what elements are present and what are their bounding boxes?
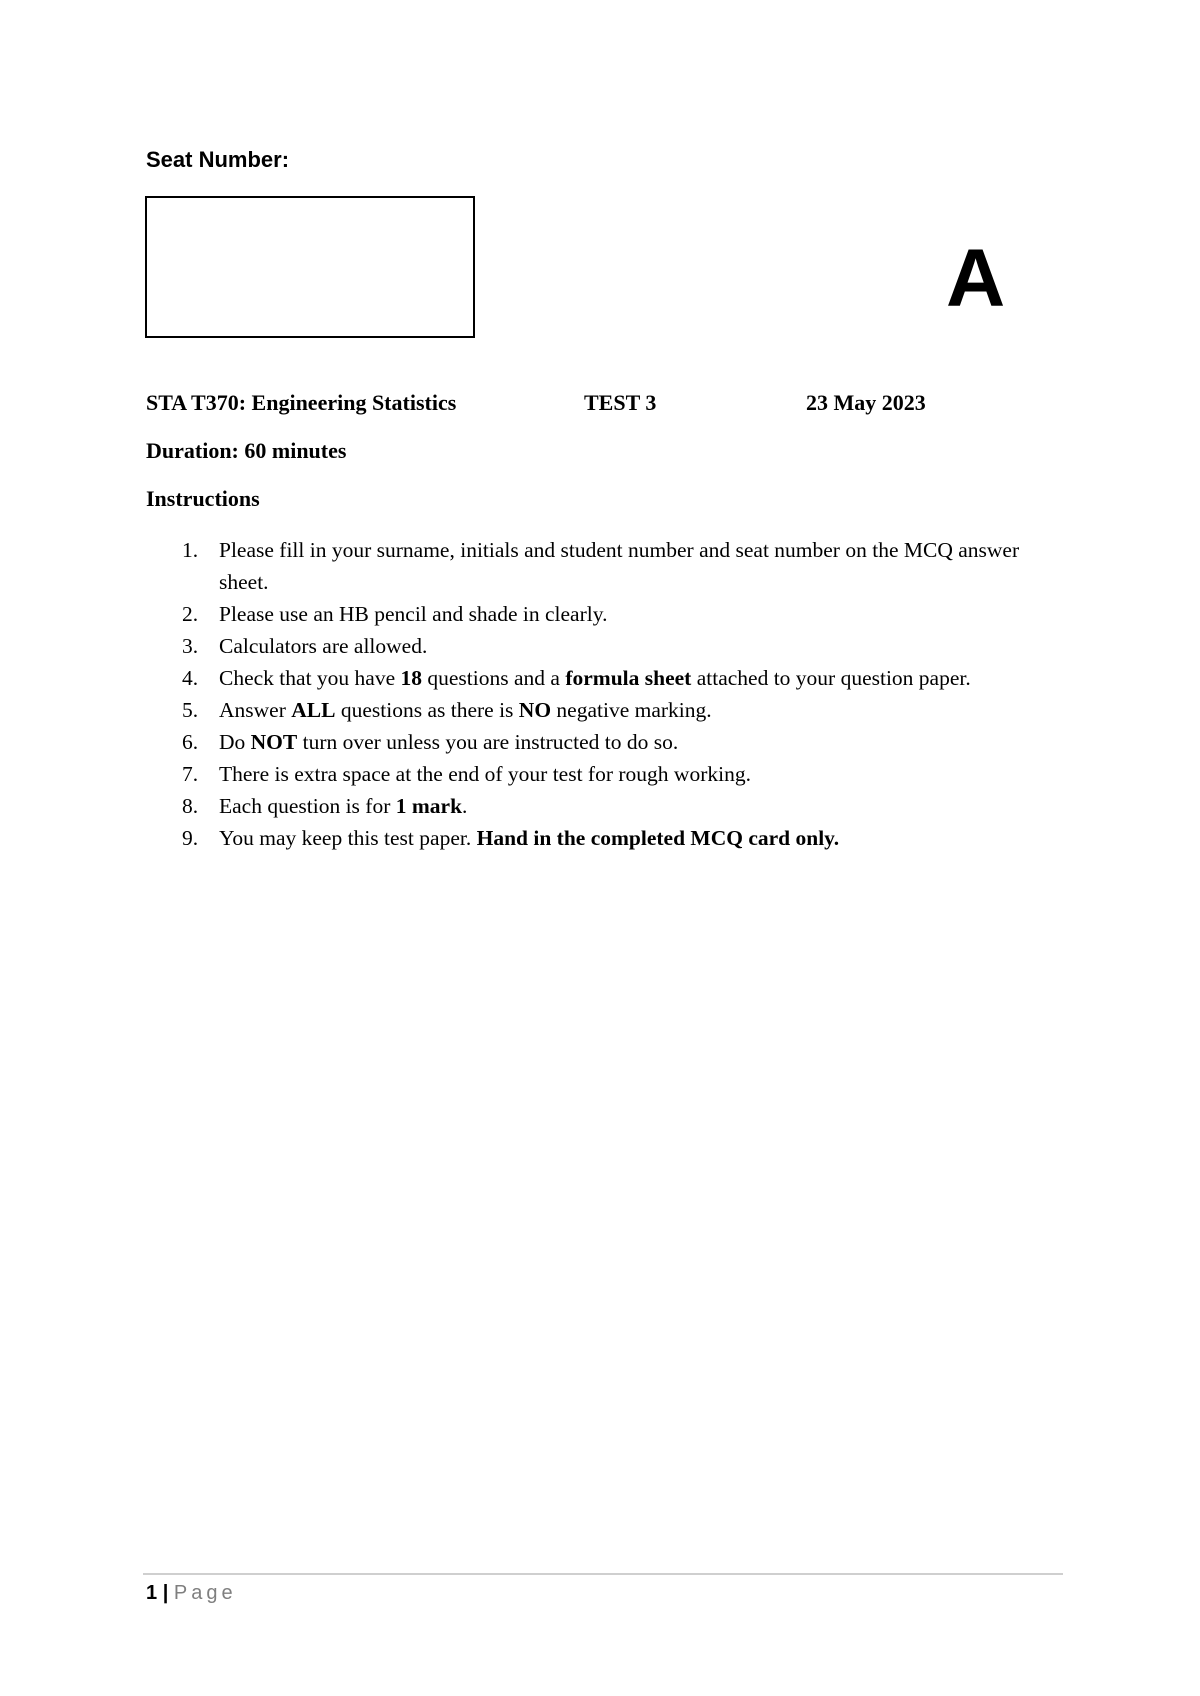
footer-divider: [143, 1573, 1063, 1575]
instruction-item: [146, 726, 1066, 758]
instruction-item: [146, 598, 1066, 630]
instruction-text: attached to your question paper.: [691, 666, 971, 690]
instruction-number: 7.: [182, 762, 199, 786]
instruction-number: 8.: [182, 794, 199, 818]
instruction-text: Each question is for: [219, 794, 396, 818]
instruction-emphasis: 18: [400, 666, 423, 690]
instruction-text: turn over unless you are instructed to do so.: [297, 730, 679, 754]
instruction-item: [146, 630, 1066, 662]
instruction-emphasis: formula sheet: [565, 666, 692, 690]
instruction-number: 5.: [182, 698, 199, 722]
instruction-number: 4.: [182, 666, 199, 690]
page-number: 1: [146, 1582, 158, 1604]
instruction-text: You may keep this test paper.: [219, 826, 477, 850]
instruction-emphasis: Hand in the completed MCQ card only.: [476, 826, 840, 850]
instruction-item: [146, 694, 1066, 726]
instruction-text: Answer: [219, 698, 292, 722]
instruction-item: [146, 534, 1066, 598]
instruction-item: [146, 758, 1066, 790]
instruction-text: Please fill in your surname, initials and student number and seat number on the MCQ answer sheet.: [219, 538, 1020, 594]
instruction-text: Please use an HB pencil and shade in clearly.: [219, 602, 608, 626]
instructions-heading: Instructions: [146, 486, 260, 511]
instruction-number: 6.: [182, 730, 199, 754]
instruction-emphasis: ALL: [291, 698, 336, 722]
instruction-text: questions as there is: [335, 698, 519, 722]
course-title: STA T370: Engineering Statistics: [146, 390, 457, 415]
instruction-text: Do: [219, 730, 251, 754]
duration: Duration: 60 minutes: [146, 438, 347, 463]
instruction-emphasis: 1 mark: [395, 794, 463, 818]
footer-separator: |: [162, 1582, 169, 1604]
seat-number-box: [145, 196, 475, 338]
instruction-number: 1.: [182, 538, 199, 562]
instruction-item: [146, 822, 1066, 854]
instruction-number: 3.: [182, 634, 199, 658]
instruction-number: 2.: [182, 602, 199, 626]
instructions-list: [146, 534, 1066, 854]
instruction-text: Calculators are allowed.: [219, 634, 428, 658]
page-label: Page: [173, 1582, 237, 1604]
instruction-text: There is extra space at the end of your test for rough working.: [219, 762, 751, 786]
test-version-letter: A: [946, 233, 1006, 324]
seat-number-label: Seat Number:: [146, 147, 290, 172]
instruction-emphasis: NO: [518, 698, 552, 722]
instruction-text: negative marking.: [551, 698, 712, 722]
instruction-text: .: [462, 794, 468, 818]
instruction-emphasis: NOT: [250, 730, 298, 754]
instruction-text: Check that you have: [219, 666, 401, 690]
instruction-text: questions and a: [422, 666, 566, 690]
instruction-item: [146, 790, 1066, 822]
test-name: TEST 3: [584, 390, 657, 415]
page-footer: [146, 1582, 237, 1605]
instruction-item: [146, 662, 1066, 694]
test-date: 23 May 2023: [806, 390, 926, 415]
instruction-number: 9.: [182, 826, 199, 850]
